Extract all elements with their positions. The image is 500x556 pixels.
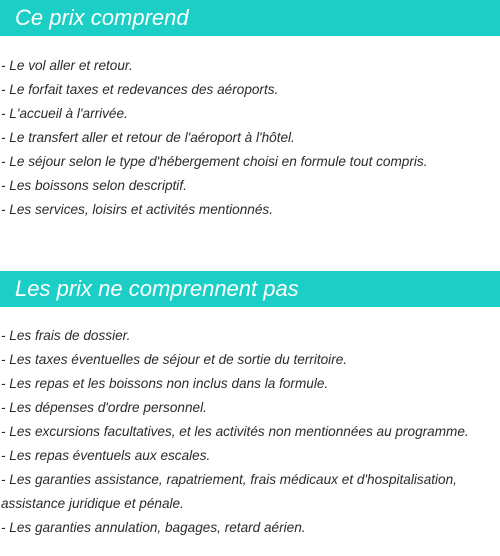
- list-item: - Le séjour selon le type d'hébergement choisi en formule tout compris.: [1, 154, 428, 169]
- excluded-list: [0, 324, 500, 540]
- list-item: - Les repas et les boissons non inclus dans la formule.: [1, 376, 329, 391]
- list-item: - Les excursions facultatives, et les activités non mentionnées au programme.: [1, 424, 469, 439]
- list-item: - Les dépenses d'ordre personnel.: [1, 400, 207, 415]
- list-item: - Le transfert aller et retour de l'aéroport à l'hôtel.: [1, 130, 295, 145]
- list-item: - Le forfait taxes et redevances des aéroports.: [1, 82, 279, 97]
- included-title: Ce prix comprend: [0, 0, 500, 36]
- excluded-title: Les prix ne comprennent pas: [0, 271, 500, 307]
- list-item: - Les garanties annulation, bagages, retard aérien.: [1, 520, 306, 535]
- list-item: - Les frais de dossier.: [1, 328, 131, 343]
- list-item: - Le vol aller et retour.: [1, 58, 133, 73]
- list-item: - Les services, loisirs et activités mentionnés.: [1, 202, 273, 217]
- list-item: - Les repas éventuels aux escales.: [1, 448, 211, 463]
- included-list: [0, 54, 500, 222]
- list-item: - Les boissons selon descriptif.: [1, 178, 187, 193]
- list-item-continuation: assistance juridique et pénale.: [1, 496, 184, 511]
- included-section: [0, 0, 500, 217]
- list-item: - Les garanties assistance, rapatriement, frais médicaux et d'hospitalisation,: [1, 472, 457, 487]
- excluded-section: [0, 271, 500, 535]
- list-item: - Les taxes éventuelles de séjour et de sortie du territoire.: [1, 352, 348, 367]
- list-item: - L'accueil à l'arrivée.: [1, 106, 128, 121]
